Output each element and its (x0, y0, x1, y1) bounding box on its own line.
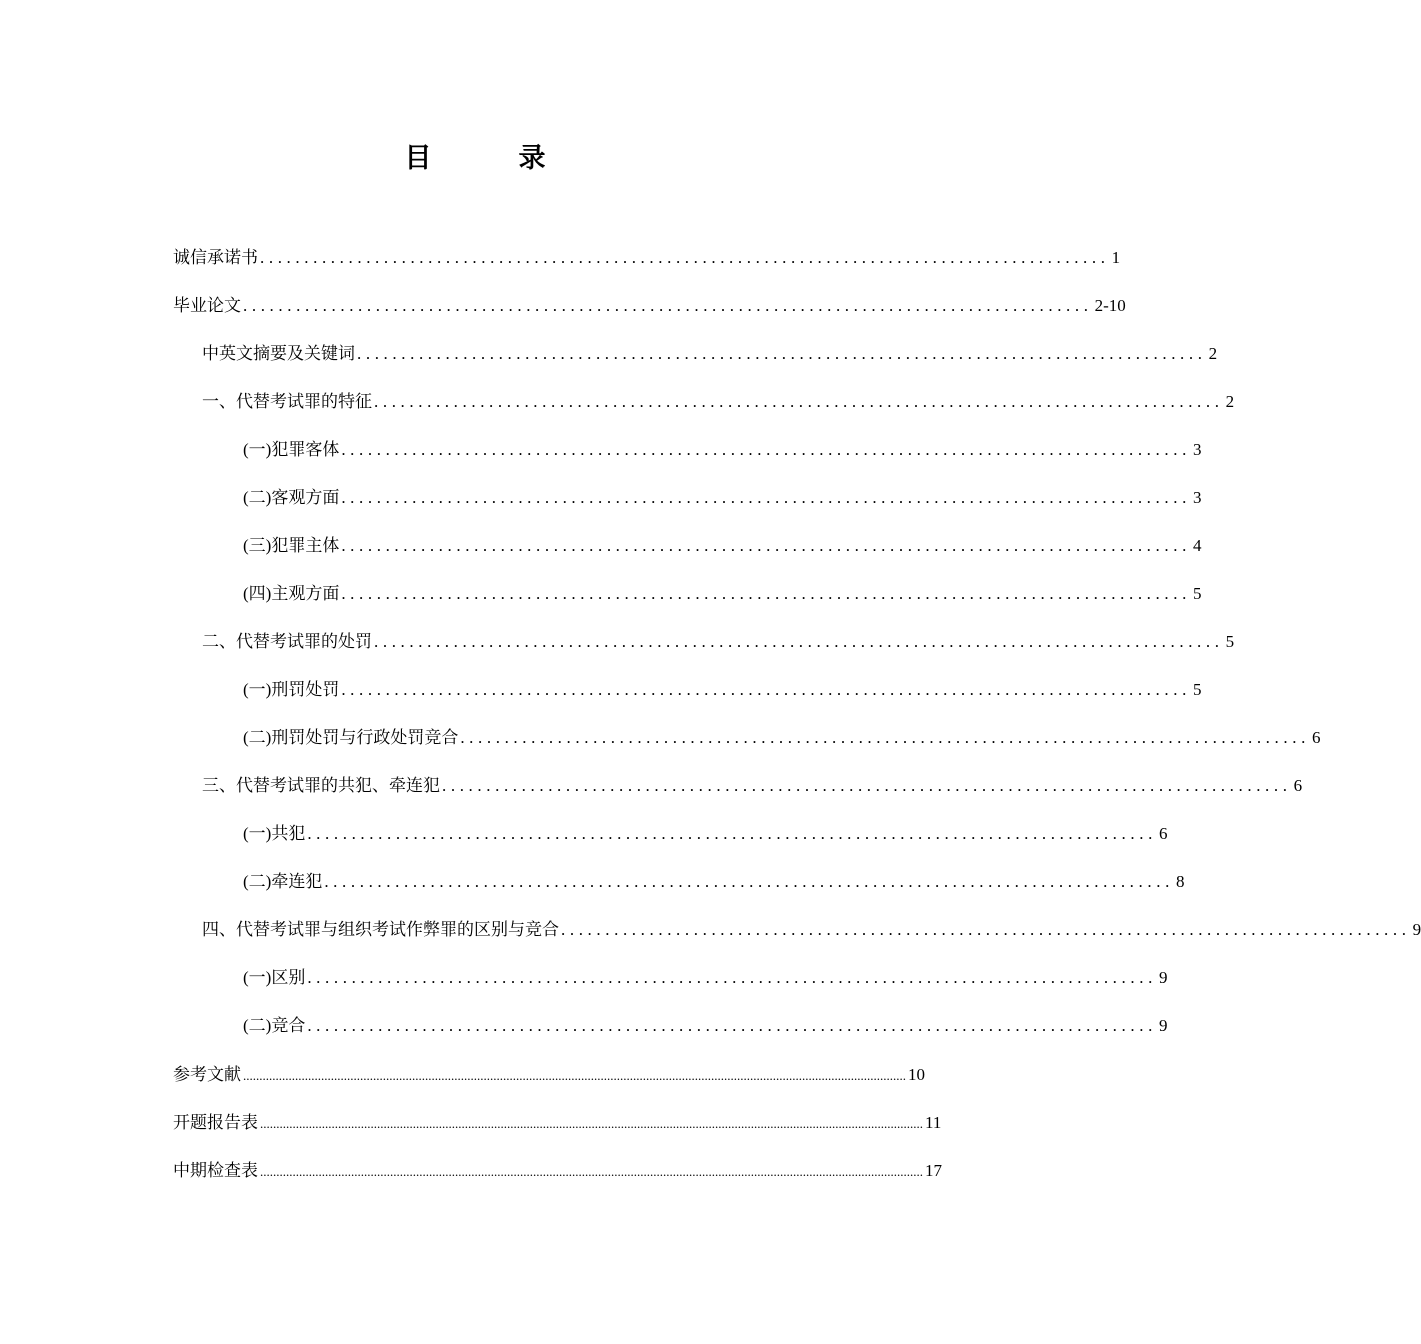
toc-entry-label: 开题报告表 (173, 1113, 258, 1132)
toc-leader: ................................................................................................ (460, 728, 1310, 747)
toc-entry-page: 3 (1192, 488, 1202, 507)
toc-entry-label: (一)共犯 (243, 824, 306, 843)
toc-entry-label: (三)犯罪主体 (243, 536, 340, 555)
toc-entry-page: 10 (908, 1065, 925, 1084)
toc-entry-label: 四、代替考试罪与组织考试作弊罪的区别与竞合 (202, 920, 559, 939)
toc-entry[interactable] (202, 388, 1235, 416)
toc-leader: ................................................................................................ (442, 776, 1292, 795)
toc-entry-page: 5 (1192, 584, 1202, 603)
toc-entry-page: 5 (1225, 632, 1235, 651)
toc-entry-page: 1 (1111, 248, 1121, 267)
toc-entry[interactable] (243, 484, 1202, 512)
toc-entry-label: (一)犯罪客体 (243, 440, 340, 459)
toc-leader: ................................................................................................ (341, 584, 1191, 603)
toc-entry-label: 三、代替考试罪的共犯、牵连犯 (202, 776, 440, 795)
toc-entry[interactable] (173, 1157, 942, 1185)
toc-entry[interactable] (173, 1061, 925, 1089)
toc-leader: ............................................................................................................................................................................................................ (260, 1116, 923, 1131)
toc-entry-label: 中期检查表 (173, 1161, 258, 1180)
toc-entry[interactable] (243, 436, 1202, 464)
toc-entry[interactable] (243, 580, 1202, 608)
toc-leader: ................................................................................................ (243, 296, 1093, 315)
toc-entry[interactable] (173, 1109, 942, 1137)
toc-entry-page: 17 (925, 1161, 942, 1180)
page-title: 目 录 (404, 143, 576, 174)
toc-entry[interactable] (243, 820, 1168, 848)
toc-entry[interactable] (173, 292, 1126, 320)
toc-leader: ............................................................................................................................................................................................................ (243, 1068, 906, 1083)
toc-entry-label: (二)竞合 (243, 1016, 306, 1035)
toc-leader: ................................................................................................ (374, 392, 1224, 411)
toc-leader: ................................................................................................ (324, 872, 1174, 891)
toc-entry-label: 参考文献 (173, 1065, 241, 1084)
toc-entry-page: 5 (1192, 680, 1202, 699)
toc-entry[interactable] (243, 1012, 1168, 1040)
toc-entry-label: 一、代替考试罪的特征 (202, 392, 372, 411)
toc-entry-page: 9 (1158, 968, 1168, 987)
toc-leader: ................................................................................................ (307, 824, 1157, 843)
toc-entry-label: (二)客观方面 (243, 488, 340, 507)
toc-leader: ................................................................................................ (260, 248, 1110, 267)
toc-entry-page: 3 (1192, 440, 1202, 459)
toc-leader: ................................................................................................ (561, 920, 1411, 939)
toc-entry-page: 9 (1412, 920, 1421, 939)
toc-entry-page: 4 (1192, 536, 1202, 555)
toc-entry[interactable] (243, 532, 1202, 560)
toc-leader: ................................................................................................ (307, 968, 1157, 987)
toc-entry-label: (四)主观方面 (243, 584, 340, 603)
toc-entry-page: 6 (1158, 824, 1168, 843)
toc-entry[interactable] (243, 724, 1321, 752)
toc-entry[interactable] (173, 244, 1121, 272)
toc-entry-page: 2-10 (1094, 296, 1126, 315)
toc-entry[interactable] (202, 916, 1421, 944)
toc-entry-page: 11 (925, 1113, 942, 1132)
toc-leader: ................................................................................................ (357, 344, 1207, 363)
toc-entry-label: 诚信承诺书 (173, 248, 258, 267)
toc-leader: ................................................................................................ (341, 440, 1191, 459)
toc-entry-page: 6 (1311, 728, 1321, 747)
toc-entry-page: 8 (1175, 872, 1185, 891)
toc-entry-label: (一)区别 (243, 968, 306, 987)
toc-entry[interactable] (202, 772, 1303, 800)
toc-entry-label: (一)刑罚处罚 (243, 680, 340, 699)
toc-entry[interactable] (243, 868, 1185, 896)
toc-entry-label: 二、代替考试罪的处罚 (202, 632, 372, 651)
toc-entry[interactable] (202, 628, 1235, 656)
toc-entry-page: 6 (1293, 776, 1303, 795)
toc-leader: ................................................................................................ (341, 680, 1191, 699)
toc-entry-page: 2 (1208, 344, 1218, 363)
toc-entry[interactable] (243, 964, 1168, 992)
toc-entry-label: 毕业论文 (173, 296, 241, 315)
toc-entry-label: 中英文摘要及关键词 (202, 344, 355, 363)
toc-entry-page: 9 (1158, 1016, 1168, 1035)
toc-leader: ................................................................................................ (374, 632, 1224, 651)
toc-leader: ............................................................................................................................................................................................................ (260, 1164, 923, 1179)
toc-entry-page: 2 (1225, 392, 1235, 411)
toc-leader: ................................................................................................ (307, 1016, 1157, 1035)
toc-entry[interactable] (243, 676, 1202, 704)
toc-entry-label: (二)刑罚处罚与行政处罚竞合 (243, 728, 459, 747)
toc-entry[interactable] (202, 340, 1218, 368)
toc-leader: ................................................................................................ (341, 536, 1191, 555)
toc-leader: ................................................................................................ (341, 488, 1191, 507)
toc-entry-label: (二)牵连犯 (243, 872, 323, 891)
